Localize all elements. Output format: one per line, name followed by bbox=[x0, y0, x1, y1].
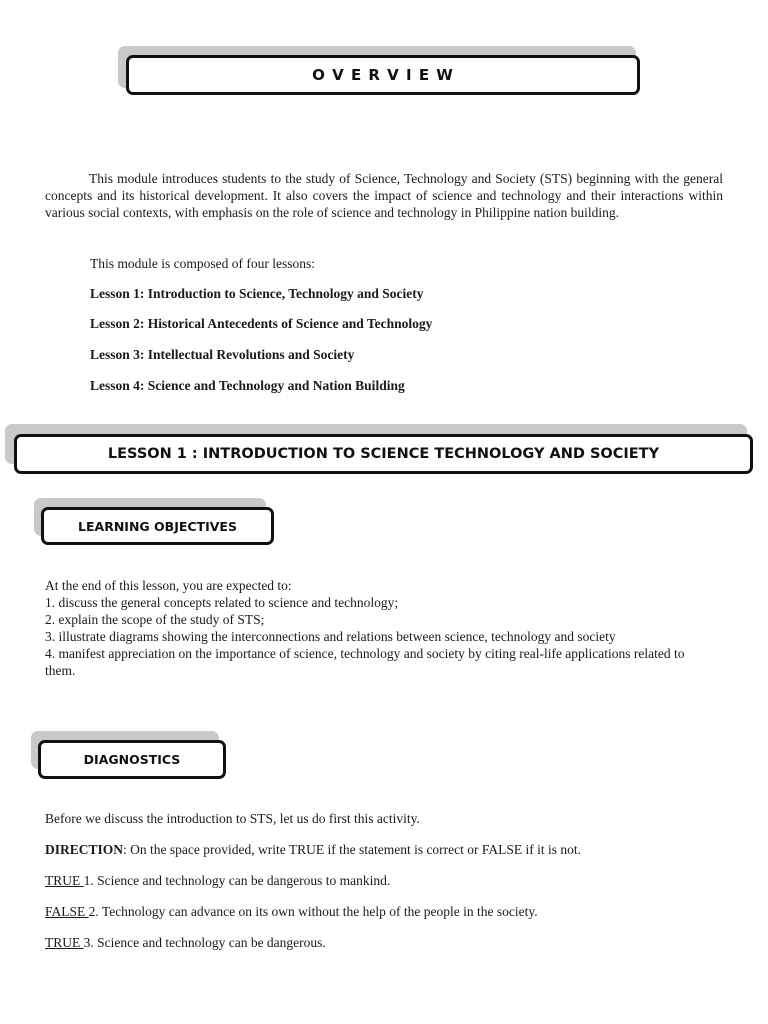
direction-text: : On the space provided, write TRUE if the statement is correct or FALSE if it is not. bbox=[123, 842, 582, 857]
direction-line bbox=[45, 842, 581, 858]
objective-line: 2. explain the scope of the study of STS; bbox=[45, 612, 265, 627]
objectives-list bbox=[45, 577, 725, 679]
diagnostics-intro: Before we discuss the introduction to STS, let us do first this activity. bbox=[45, 811, 420, 826]
objective-line: At the end of this lesson, you are expected to: bbox=[45, 578, 292, 593]
overview-banner bbox=[118, 46, 644, 98]
lesson-list-item: Lesson 3: Intellectual Revolutions and Society bbox=[90, 347, 355, 362]
answer-blank: TRUE bbox=[45, 873, 84, 888]
diagnostics-banner bbox=[31, 731, 229, 781]
statement-text: 1. Science and technology can be dangerous to mankind. bbox=[83, 873, 391, 888]
overview-composed: This module is composed of four lessons: bbox=[90, 256, 315, 271]
lesson-list-item: Lesson 1: Introduction to Science, Technology and Society bbox=[90, 286, 424, 301]
lesson-list-item: Lesson 2: Historical Antecedents of Science and Technology bbox=[90, 316, 433, 331]
overview-title: O V E R V I E W bbox=[126, 55, 640, 95]
diagnostic-item bbox=[45, 935, 326, 951]
objectives-title: LEARNING OBJECTIVES bbox=[41, 507, 274, 545]
diagnostics-title: DIAGNOSTICS bbox=[38, 740, 226, 779]
statement-text: 3. Science and technology can be dangerous. bbox=[83, 935, 326, 950]
objective-line: 4. manifest appreciation on the importance of science, technology and society by citing real-life applications related to them. bbox=[45, 646, 685, 678]
objectives-banner bbox=[34, 498, 276, 548]
diagnostic-item bbox=[45, 904, 538, 920]
direction-label: DIRECTION bbox=[45, 842, 124, 857]
objective-line: 1. discuss the general concepts related to science and technology; bbox=[45, 595, 399, 610]
objective-line: 3. illustrate diagrams showing the interconnections and relations between science, technology and society bbox=[45, 629, 616, 644]
lesson1-title: LESSON 1 : INTRODUCTION TO SCIENCE TECHNOLOGY AND SOCIETY bbox=[14, 434, 753, 474]
answer-blank: FALSE bbox=[45, 904, 89, 919]
lesson-list-item: Lesson 4: Science and Technology and Nation Building bbox=[90, 378, 405, 393]
answer-blank: TRUE bbox=[45, 935, 84, 950]
lesson1-banner bbox=[5, 424, 755, 476]
statement-text: 2. Technology can advance on its own without the help of the people in the society. bbox=[88, 904, 538, 919]
diagnostic-item bbox=[45, 873, 390, 889]
overview-intro: This module introduces students to the study of Science, Technology and Society (STS) beginning with the general concepts and its historical development. It also covers the impact of science and technology and their interactions within various social contexts, with emphasis on the role of science and technology in Philippine nation building. bbox=[45, 171, 723, 220]
